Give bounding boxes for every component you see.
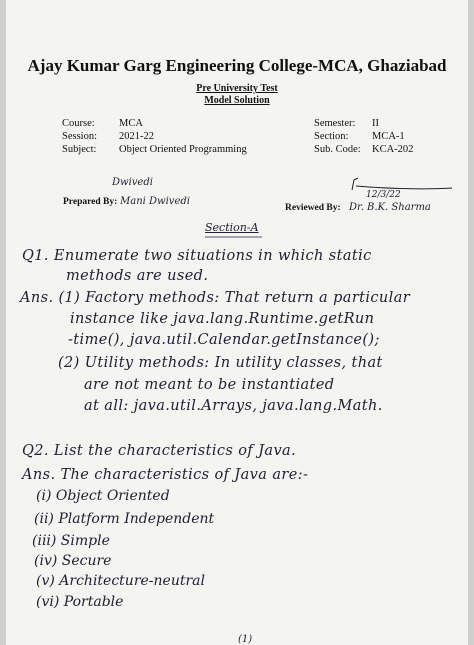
section-label: Section: (314, 131, 349, 142)
subject-label: Subject: (62, 144, 97, 155)
q2-list-item: (iv) Secure (34, 553, 112, 569)
subcode-value: KCA-202 (372, 144, 414, 155)
reviewed-by-name: Dr. B.K. Sharma (349, 202, 431, 213)
prepared-by-label: Prepared By: (63, 197, 118, 207)
session-value: 2021-22 (119, 131, 154, 142)
q2-list-item: (v) Architecture-neutral (36, 573, 205, 589)
page-number: (1) (238, 634, 253, 645)
q1-line2: methods are used. (66, 268, 209, 284)
section-value: MCA-1 (372, 131, 405, 142)
signature-stroke (352, 178, 452, 190)
college-title: Ajay Kumar Garg Engineering College-MCA, Ghaziabad (27, 56, 447, 75)
prepared-signature: Dwivedi (112, 177, 153, 188)
test-title: Pre University Test (196, 83, 278, 94)
course-value: MCA (119, 118, 143, 129)
semester-value: II (372, 118, 379, 129)
q2-list-item: (iii) Simple (32, 533, 110, 549)
course-label: Course: (62, 118, 95, 129)
reviewed-by-label: Reviewed By: (285, 203, 341, 213)
q1-answer-line5: are not meant to be instantiated (84, 377, 335, 393)
q1-answer-line4: (2) Utility methods: In utility classes, that (58, 355, 383, 371)
q2-line1: Q2. List the characteristics of Java. (22, 443, 297, 459)
semester-label: Semester: (314, 118, 356, 129)
subject-value: Object Oriented Programming (119, 144, 247, 155)
q2-list-item: (i) Object Oriented (36, 488, 170, 504)
q1-answer-line3: -time(), java.util.Calendar.getInstance(); (68, 332, 380, 348)
q1-answer-line6: at all: java.util.Arrays, java.lang.Math. (84, 398, 383, 414)
session-label: Session: (62, 131, 98, 142)
q1-answer-line2: instance like java.lang.Runtime.getRun (70, 311, 375, 327)
section-title: Section-A (205, 221, 259, 234)
subcode-label: Sub. Code: (314, 144, 361, 155)
q2-list-item: (ii) Platform Independent (34, 511, 215, 527)
prepared-by-name: Mani Dwivedi (120, 196, 190, 207)
model-solution-title: Model Solution (204, 95, 270, 106)
q1-line1: Q1. Enumerate two situations in which static (22, 248, 372, 264)
q2-answer-line1: Ans. The characteristics of Java are:- (22, 467, 309, 483)
q1-answer-line1: Ans. (1) Factory methods: That return a particular (20, 290, 411, 306)
q2-list-item: (vi) Portable (36, 594, 124, 610)
review-date: 12/3/22 (366, 190, 401, 200)
